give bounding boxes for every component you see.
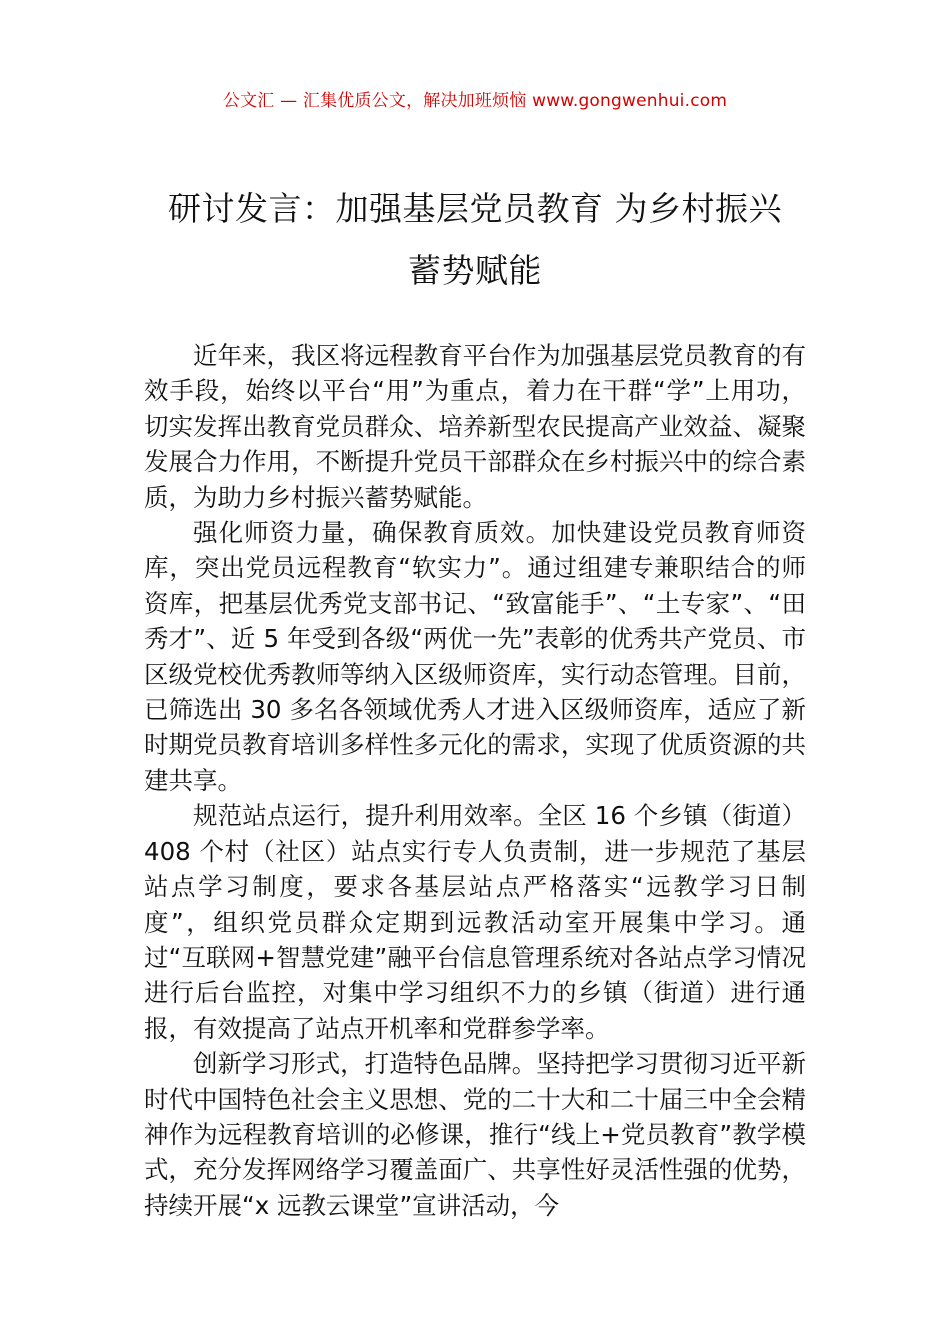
- title-line-2: 蓄势赋能: [408, 251, 542, 290]
- paragraph-intro: 近年来，我区将远程教育平台作为加强基层党员教育的有效手段，始终以平台“用”为重点，着力在干群“学”上用功，切实发挥出教育党员群众、培养新型农民提高产业效益、凝聚发展合力作用，不断提升党员干部群众在乡村振兴中的综合素质，为助力乡村振兴蓄势赋能。: [144, 341, 806, 512]
- paragraph-stations: 规范站点运行，提升利用效率。全区 16 个乡镇（街道）408 个村（社区）站点实行专人负责制，进一步规范了基层站点学习制度，要求各基层站点严格落实“远教学习日制度”，组织党员群众定期到远教活动室开展集中学习。通过“互联网+智慧党建”融平台信息管理系统对各站点学习情况进行后台监控，对集中学习组织不力的乡镇（街道）进行通报，有效提高了站点开机率和党群参学率。: [144, 801, 806, 1043]
- document-body: [144, 338, 806, 1223]
- title-line-1: 研讨发言：加强基层党员教育 为乡村振兴: [168, 189, 782, 228]
- paragraph-teachers: 强化师资力量，确保教育质效。加快建设党员教育师资库，突出党员远程教育“软实力”。通过组建专兼职结合的师资库，把基层优秀党支部书记、“致富能手”、“土专家”、“田秀才”、近 5 年受到各级“两优一先”表彰的优秀共产党员、市区级党校优秀教师等纳入区级师资库，实行动态管理。目前，已筛选出 30 多名各领域优秀人才进入区级师资库，适应了新时期党员教育培训多样性多元化的需求，实现了优质资源的共建共享。: [144, 518, 806, 795]
- site-banner: 公文汇 — 汇集优质公文，解决加班烦恼 www.gongwenhui.com: [222, 91, 728, 111]
- paragraph-innovation: 创新学习形式，打造特色品牌。坚持把学习贯彻习近平新时代中国特色社会主义思想、党的二十大和二十届三中全会精神作为远程教育培训的必修课，推行“线上+党员教育”教学模式，充分发挥网络学习覆盖面广、共享性好灵活性强的优势，持续开展“x 远教云课堂”宣讲活动，今: [144, 1049, 806, 1220]
- document-title: [120, 178, 830, 302]
